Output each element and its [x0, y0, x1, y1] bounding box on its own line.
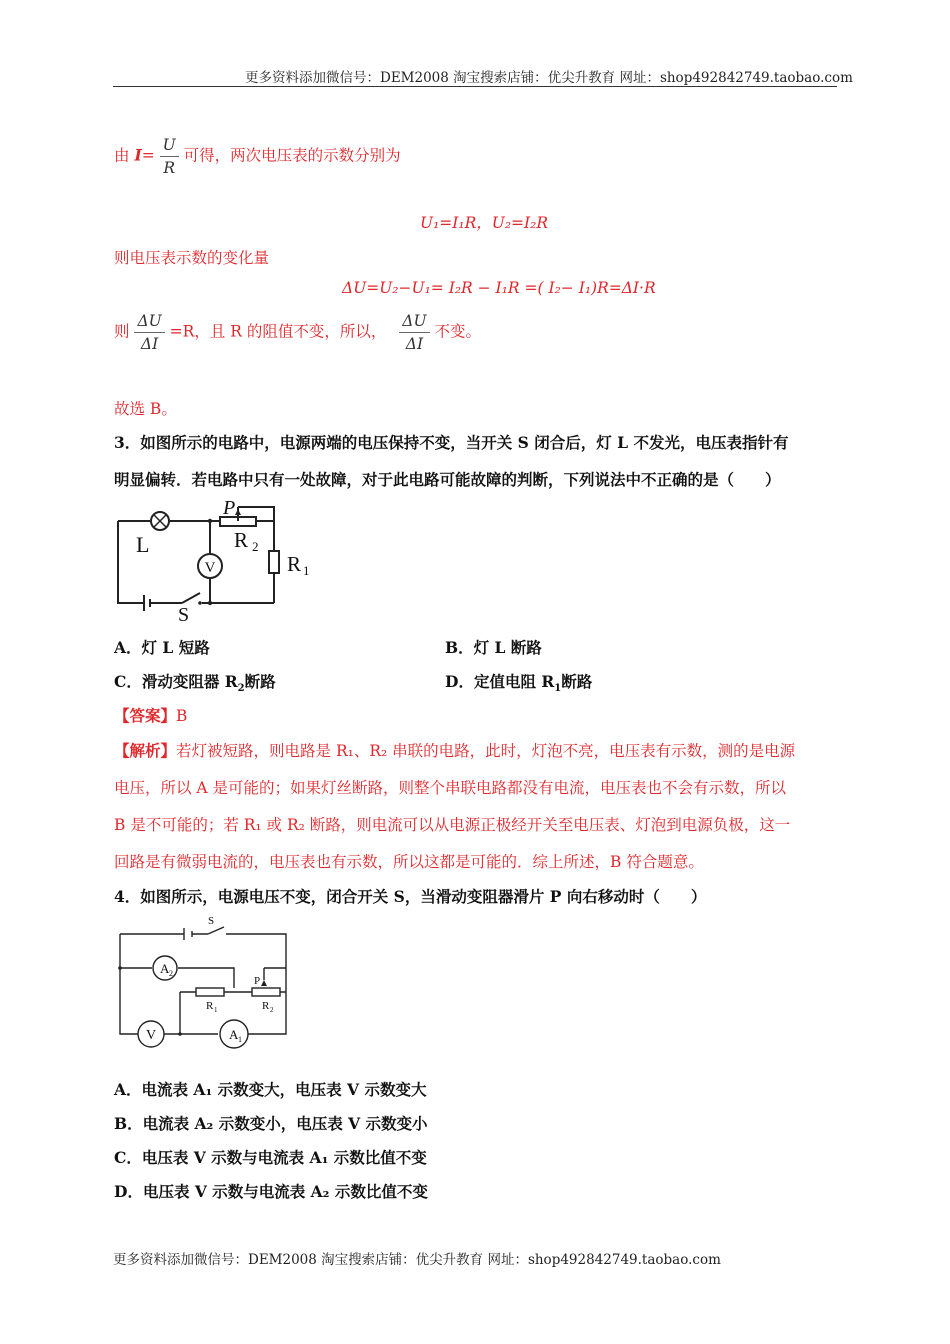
q4-a2-label: A	[160, 961, 170, 976]
q3-r1-sub: 1	[303, 563, 310, 578]
q3-slider-label: P	[223, 497, 236, 519]
q4-a1-sub: 1	[238, 1035, 242, 1044]
page-footer: 更多资料添加微信号：DEM2008 淘宝搜索店铺：优尖升教育 网址：shop492842749.taobao.com	[113, 1252, 721, 1268]
var-i: I	[134, 145, 142, 165]
page-header: 更多资料添加微信号：DEM2008 淘宝搜索店铺：优尖升教育 网址：shop492842749.taobao.com	[245, 70, 853, 86]
q4-r1-sub: 1	[214, 1006, 218, 1014]
equation-delta-u: ΔU=U₂−U₁= I₂R − I₁R =( I₂− I₁)R=ΔI·R	[342, 279, 656, 297]
q4-a1-label: A	[229, 1027, 239, 1042]
q4-option-d: D．电压表 V 示数与电流表 A₂ 示数比值不变	[114, 1182, 428, 1201]
equation-u1-u2: U₁=I₁R，U₂=I₂R	[420, 214, 549, 232]
q4-option-b: B．电流表 A₂ 示数变小，电压表 V 示数变小	[114, 1114, 428, 1133]
q3-r2-label: R	[234, 528, 249, 552]
q3-option-d: D．定值电阻 $R_1$断路	[445, 672, 593, 695]
q3-option-c: C．滑动变阻器 $R_2$断路	[114, 672, 276, 695]
fraction-u-over-r: $\frac{U}{R}$	[160, 136, 179, 177]
q4-switch-label: S	[208, 915, 215, 927]
text-variation: 则电压表示数的变化量	[114, 249, 270, 267]
q4-option-c: C．电压表 V 示数与电流表 A₁ 示数比值不变	[114, 1148, 427, 1167]
q4-option-a: A．电流表 A₁ 示数变大，电压表 V 示数变大	[114, 1080, 427, 1099]
q3-analysis-line-1: 【解析】若灯被短路，则电路是 R₁、R₂ 串联的电路，此时，灯泡不亮，电压表有示数，测的是电源	[114, 741, 796, 760]
q4-r2-label: R	[262, 1000, 270, 1012]
q3-lamp-label: L	[136, 532, 150, 557]
formula-line-1	[114, 136, 401, 177]
fraction-du-di-1: $\frac{\Delta U}{\Delta I}$	[134, 312, 164, 353]
q3-answer	[114, 704, 187, 726]
equals-sign: =	[141, 146, 155, 165]
q3-switch-label: S	[178, 604, 190, 625]
q4-r2-sub: 2	[270, 1006, 274, 1014]
q4-voltmeter-label: V	[145, 1028, 157, 1043]
answer-label: 【答案】	[114, 706, 177, 725]
q3-r1-label: R	[287, 552, 302, 576]
q4-stem: 4．如图所示，电源电压不变，闭合开关 S，当滑动变阻器滑片 P 向右移动时（ ）	[114, 887, 707, 906]
text-you: 由	[114, 146, 130, 165]
q4-r1-label: R	[206, 1000, 214, 1012]
q3-analysis-line-2: 电压，所以 A 是可能的；如果灯丝断路，则整个串联电路都没有电流，电压表也不会有示数，所以	[114, 779, 787, 797]
q4-slider-label: P	[254, 975, 261, 987]
q3-voltmeter-label: V	[204, 560, 216, 576]
answer-value: B	[176, 707, 188, 725]
text-kede: 可得，两次电压表的示数分别为	[183, 146, 401, 165]
text-unchanged: 不变。	[434, 322, 481, 341]
q3-stem-line-2: 明显偏转．若电路中只有一处故障，对于此电路可能故障的判断，下列说法中不正确的是（ ）	[114, 470, 781, 489]
q3-analysis-line-3: B 是不可能的；若 R₁ 或 R₂ 断路，则电流可以从电源正极经开关至电压表、灯泡到电源负极，这一	[114, 816, 791, 834]
header-divider	[113, 86, 837, 87]
fraction-du-di-2: $\frac{\Delta U}{\Delta I}$	[399, 312, 429, 353]
q3-r2-sub: 2	[252, 539, 259, 554]
q4-circuit-diagram	[112, 910, 297, 1055]
formula-line-3	[114, 312, 481, 353]
q3-option-b: B．灯 L 断路	[445, 638, 542, 657]
analysis-label: 【解析】	[114, 741, 177, 760]
q3-analysis-line-4: 回路是有微弱电流的，电压表也有示数，所以这都是可能的．综上所述，B 符合题意。	[114, 853, 704, 871]
text-resistance-constant: =R，且 R 的阻值不变，所以，	[169, 322, 387, 341]
q3-stem-line-1: 3．如图所示的电路中，电源两端的电压保持不变，当开关 S 闭合后，灯 L 不发光，电压表指针有	[114, 433, 789, 452]
q3-option-a: A．灯 L 短路	[114, 638, 210, 657]
q4-a2-sub: 2	[169, 969, 173, 978]
q3-circuit-diagram	[110, 495, 335, 625]
text-ze: 则	[114, 322, 130, 341]
text-choice-b: 故选 B。	[114, 400, 177, 418]
